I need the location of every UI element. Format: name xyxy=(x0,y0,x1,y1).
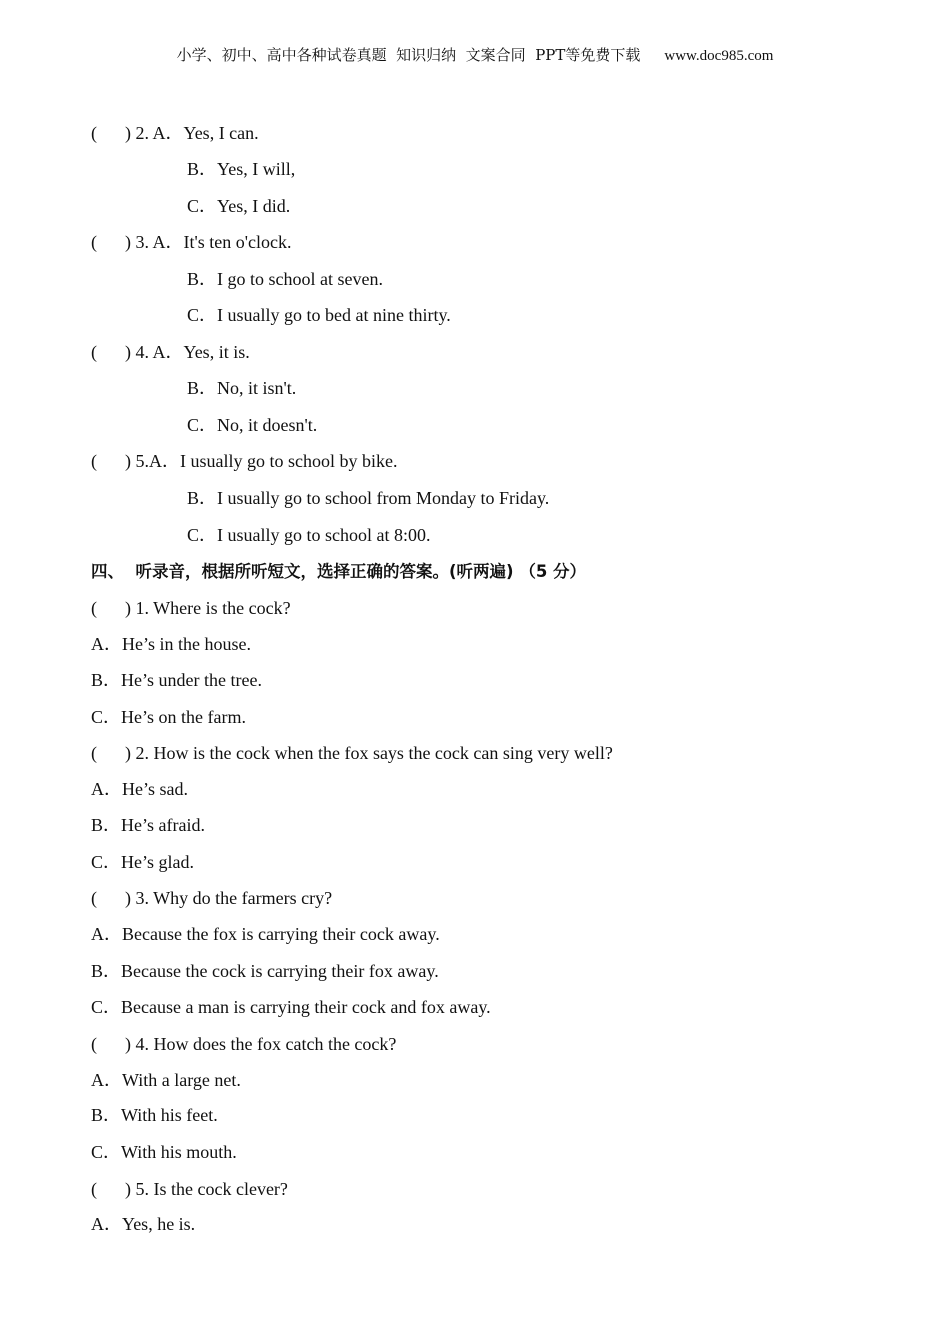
question-5 xyxy=(91,450,397,472)
question-number: ) 2. A． xyxy=(125,123,184,143)
header-url[interactable]: www.doc985.com xyxy=(664,48,774,64)
option-b: B．No, it isn't. xyxy=(187,378,297,398)
question-text: ) 1. Where is the cock? xyxy=(125,598,291,618)
question-3 xyxy=(91,231,291,253)
option-a: I usually go to school by bike. xyxy=(180,451,398,471)
option-b: B．Because the cock is carrying their fox away. xyxy=(91,961,439,981)
option-a: Yes, I can. xyxy=(183,123,259,143)
answer-blank[interactable]: ( xyxy=(91,232,97,252)
question-2 xyxy=(91,122,259,144)
answer-blank[interactable]: ( xyxy=(91,743,97,763)
question-text: ) 4. How does the fox catch the cock? xyxy=(125,1034,397,1054)
option-b: B．Yes, I will, xyxy=(187,159,296,179)
question-text: ) 5. Is the cock clever? xyxy=(125,1179,288,1199)
option-b: B．He’s under the tree. xyxy=(91,670,262,690)
s4-question-4 xyxy=(91,1033,396,1055)
answer-blank[interactable]: ( xyxy=(91,1034,97,1054)
answer-blank[interactable]: ( xyxy=(91,1179,97,1199)
option-c: C．He’s glad. xyxy=(91,852,194,872)
question-text: ) 2. How is the cock when the fox says the cock can sing very well? xyxy=(125,743,613,763)
option-a: A．Yes, he is. xyxy=(91,1214,196,1234)
question-number: ) 4. A． xyxy=(125,342,184,362)
option-a: Yes, it is. xyxy=(183,342,250,362)
option-a: A．He’s sad. xyxy=(91,779,188,799)
option-b: B．With his feet. xyxy=(91,1105,218,1125)
question-number: ) 3. A． xyxy=(125,232,184,252)
s4-question-3 xyxy=(91,887,332,909)
question-text: ) 3. Why do the farmers cry? xyxy=(125,888,333,908)
option-c: C．No, it doesn't. xyxy=(187,415,318,435)
option-c: C．Yes, I did. xyxy=(187,196,291,216)
answer-blank[interactable]: ( xyxy=(91,888,97,908)
header-text: 小学、初中、高中各种试卷真题 知识归纳 文案合同 PPT等免费下载 xyxy=(176,46,641,64)
option-c: C．With his mouth. xyxy=(91,1142,237,1162)
option-c: C．He’s on the farm. xyxy=(91,707,246,727)
s4-question-1 xyxy=(91,597,291,619)
answer-blank[interactable]: ( xyxy=(91,451,97,471)
question-4 xyxy=(91,341,250,363)
option-c: C．I usually go to bed at nine thirty. xyxy=(187,305,451,325)
page-header xyxy=(0,44,950,65)
option-b: B．I go to school at seven. xyxy=(187,269,383,289)
option-c: C．I usually go to school at 8:00. xyxy=(187,525,431,545)
question-number: ) 5.A． xyxy=(125,451,180,471)
option-c: C．Because a man is carrying their cock and fox away. xyxy=(91,997,491,1017)
option-b: B．I usually go to school from Monday to Friday. xyxy=(187,488,550,508)
answer-blank[interactable]: ( xyxy=(91,123,97,143)
option-a: It's ten o'clock. xyxy=(183,232,292,252)
option-a: A．Because the fox is carrying their cock away. xyxy=(91,924,440,944)
section-4-title: 四、 听录音，根据所听短文，选择正确的答案。(听两遍) （5 分） xyxy=(91,562,587,581)
s4-question-2 xyxy=(91,742,613,764)
option-a: A．With a large net. xyxy=(91,1070,241,1090)
answer-blank[interactable]: ( xyxy=(91,342,97,362)
option-b: B．He’s afraid. xyxy=(91,815,205,835)
option-a: A．He’s in the house. xyxy=(91,634,251,654)
s4-question-5 xyxy=(91,1178,288,1200)
answer-blank[interactable]: ( xyxy=(91,598,97,618)
